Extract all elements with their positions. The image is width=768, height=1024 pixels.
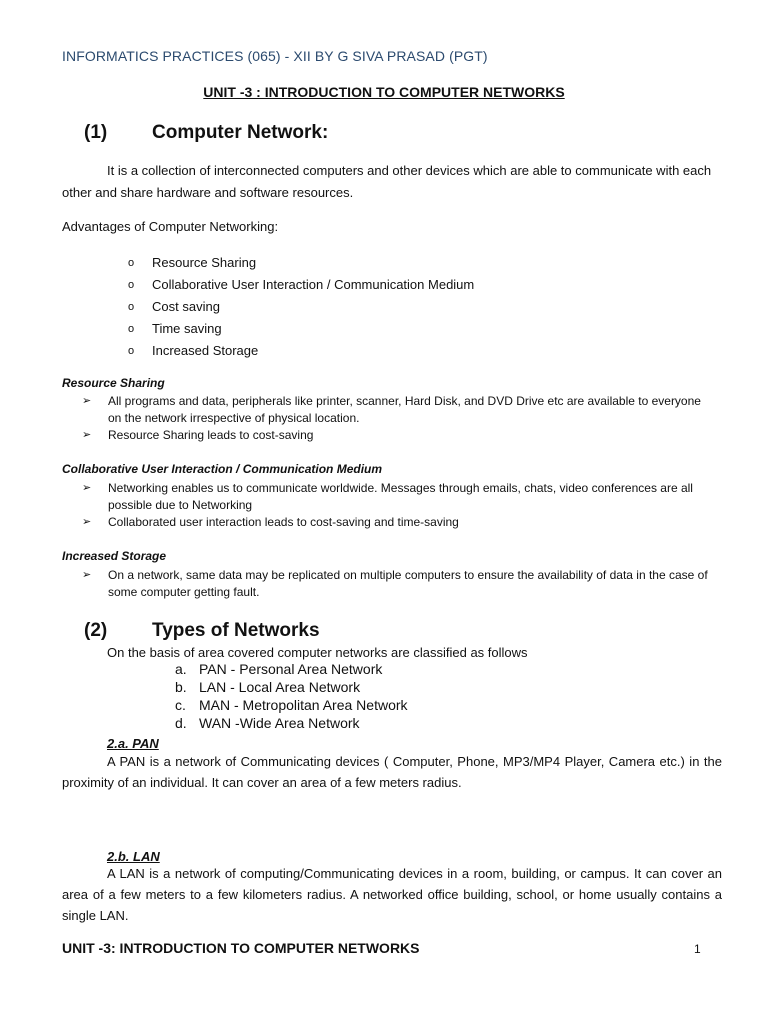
increased-storage-points	[82, 567, 712, 601]
arrow-bullet-icon: ➢	[82, 395, 92, 407]
list-item	[175, 660, 408, 678]
list-item	[128, 318, 474, 340]
advantage-text: Increased Storage	[152, 343, 259, 358]
resource-sharing-heading: Resource Sharing	[62, 376, 165, 390]
bullet-marker: o	[128, 301, 135, 313]
collaborative-points	[82, 480, 712, 531]
advantage-text: Cost saving	[152, 299, 220, 314]
point-text: Networking enables us to communicate worldwide. Messages through emails, chats, video conferences are all possible due to Networking	[108, 481, 693, 512]
section-2-number: (2)	[84, 620, 108, 641]
lan-heading: 2.b. LAN	[107, 849, 160, 864]
lan-text: A LAN is a network of computing/Communicating devices in a room, building, or campus. It can cover an area of a few meters to a few kilometers radius. A networked office building, school, or home usually contains a single LAN.	[62, 866, 722, 923]
arrow-bullet-icon: ➢	[82, 429, 92, 441]
point-text: Collaborated user interaction leads to cost-saving and time-saving	[108, 515, 459, 529]
arrow-bullet-icon: ➢	[82, 482, 92, 494]
advantages-label: Advantages of Computer Networking:	[62, 219, 279, 234]
list-item	[128, 340, 474, 362]
list-item	[128, 252, 474, 274]
point-text: On a network, same data may be replicated on multiple computers to ensure the availability of data in the case of some computer getting fault.	[108, 568, 708, 599]
list-item	[175, 714, 408, 732]
list-letter: d.	[175, 715, 187, 731]
section-1-number: (1)	[84, 122, 108, 143]
point-text: Resource Sharing leads to cost-saving	[108, 428, 314, 442]
bullet-marker: o	[128, 323, 135, 335]
arrow-bullet-icon: ➢	[82, 569, 92, 581]
list-item	[175, 696, 408, 714]
list-item	[175, 678, 408, 696]
bullet-marker: o	[128, 257, 135, 269]
network-definition: It is a collection of interconnected computers and other devices which are able to communicate with each other and share hardware and software resources.	[62, 163, 712, 200]
network-type-text: WAN -Wide Area Network	[199, 715, 360, 731]
page-number: 1	[694, 942, 701, 956]
list-item	[82, 514, 712, 531]
list-item	[82, 393, 712, 427]
network-type-text: PAN - Personal Area Network	[199, 661, 383, 677]
list-item	[82, 480, 712, 514]
list-item	[128, 274, 474, 296]
list-item	[82, 427, 712, 444]
advantage-text: Time saving	[152, 321, 222, 336]
collaborative-heading: Collaborative User Interaction / Communication Medium	[62, 462, 383, 476]
pan-heading: 2.a. PAN	[107, 736, 159, 751]
section-1-title: Computer Network:	[152, 122, 329, 143]
list-letter: c.	[175, 697, 186, 713]
list-letter: a.	[175, 661, 187, 677]
unit-title: UNIT -3 : INTRODUCTION TO COMPUTER NETWORKS	[203, 84, 565, 100]
bullet-marker: o	[128, 345, 135, 357]
bullet-marker: o	[128, 279, 135, 291]
resource-sharing-points	[82, 393, 712, 444]
pan-text: A PAN is a network of Communicating devices ( Computer, Phone, MP3/MP4 Player, Camera etc.) in the proximity of an individual. It can cover an area of a few meters radius.	[62, 754, 722, 790]
network-type-text: MAN - Metropolitan Area Network	[199, 697, 408, 713]
advantage-text: Resource Sharing	[152, 255, 257, 270]
arrow-bullet-icon: ➢	[82, 516, 92, 528]
running-header: INFORMATICS PRACTICES (065) - XII BY G SIVA PRASAD (PGT)	[62, 48, 488, 64]
increased-storage-heading: Increased Storage	[62, 549, 167, 563]
list-item	[82, 567, 712, 601]
network-type-text: LAN - Local Area Network	[199, 679, 361, 695]
advantages-list	[128, 252, 474, 362]
list-item	[128, 296, 474, 318]
list-letter: b.	[175, 679, 187, 695]
point-text: All programs and data, peripherals like printer, scanner, Hard Disk, and DVD Drive etc are available to everyone on the network irrespective of physical location.	[108, 394, 701, 425]
section-2-title: Types of Networks	[152, 620, 320, 641]
network-types-list	[175, 660, 408, 732]
footer-title: UNIT -3: INTRODUCTION TO COMPUTER NETWORKS	[62, 940, 420, 956]
advantage-text: Collaborative User Interaction / Communication Medium	[152, 277, 475, 292]
types-intro: On the basis of area covered computer networks are classified as follows	[107, 645, 528, 660]
